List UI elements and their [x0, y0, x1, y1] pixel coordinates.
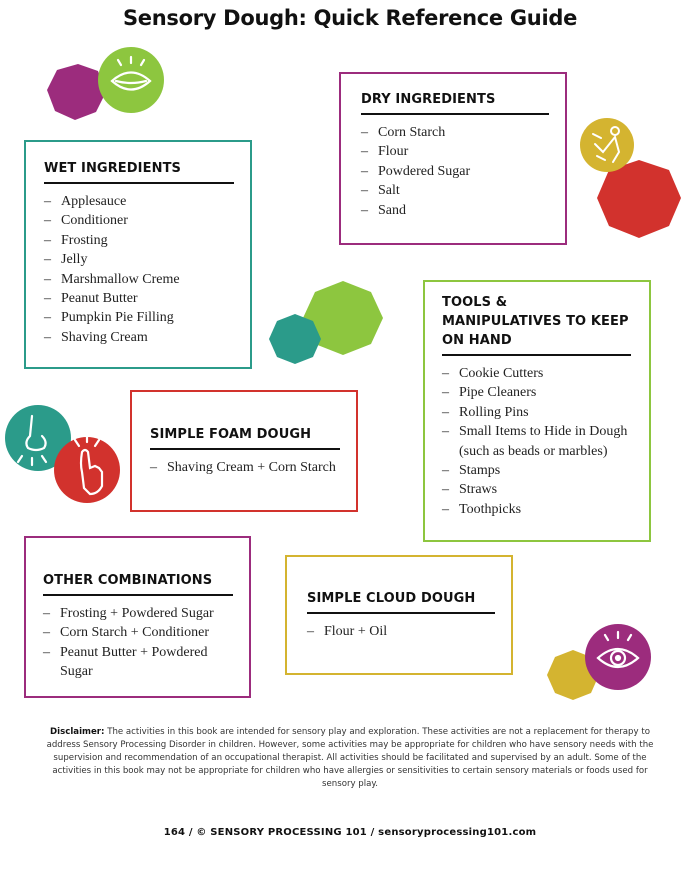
dry-ingredients-list — [361, 123, 549, 220]
list-item: – Jelly — [44, 250, 234, 269]
wet-ingredients-box — [24, 140, 252, 369]
page-footer: 164 / © SENSORY PROCESSING 101 / sensoryprocessing101.com — [163, 827, 537, 838]
red-circle — [54, 437, 120, 503]
list-item: – Pumpkin Pie Filling — [44, 308, 234, 327]
dry-ingredients-heading: DRY INGREDIENTS — [361, 91, 549, 115]
foam-dough-heading: SIMPLE FOAM DOUGH — [150, 426, 340, 450]
middle-decoration — [265, 278, 390, 370]
wet-ingredients-list — [44, 192, 234, 347]
list-item: – Straws — [442, 480, 631, 499]
list-item: – Flour — [361, 142, 549, 161]
list-item: – Peanut Butter — [44, 289, 234, 308]
list-item: – Salt — [361, 181, 549, 200]
wet-ingredients-heading: WET INGREDIENTS — [44, 160, 234, 184]
tools-list — [442, 364, 631, 519]
list-item: – Marshmallow Creme — [44, 270, 234, 289]
list-item: – Shaving Cream + Corn Starch — [150, 458, 340, 477]
foam-dough-box — [130, 390, 358, 512]
list-item: – Sand — [361, 201, 549, 220]
list-item: – Powdered Sugar — [361, 162, 549, 181]
list-item: – Cookie Cutters — [442, 364, 631, 383]
cloud-dough-box — [285, 555, 513, 675]
list-item: – Applesauce — [44, 192, 234, 211]
list-item: – Pipe Cleaners — [442, 383, 631, 402]
teal-heptagon — [269, 314, 321, 364]
disclaimer — [42, 726, 658, 791]
other-combinations-heading: OTHER COMBINATIONS — [43, 572, 233, 596]
dry-ingredients-box — [339, 72, 567, 245]
list-item: – Stamps — [442, 461, 631, 480]
purple-heptagon — [47, 64, 106, 120]
list-item: – Flour + Oil — [307, 622, 495, 641]
page-title: Sensory Dough: Quick Reference Guide — [122, 6, 578, 30]
list-item: – Conditioner — [44, 211, 234, 230]
list-item: – Small Items to Hide in Dough (such as beads or marbles) — [442, 422, 631, 461]
list-item: – Peanut Butter + Powdered Sugar — [43, 643, 233, 682]
tools-box — [423, 280, 651, 542]
taste-decoration — [40, 40, 170, 135]
other-combinations-list — [43, 604, 233, 682]
list-item: – Corn Starch — [361, 123, 549, 142]
smell-touch-decoration — [2, 402, 127, 507]
tools-heading: TOOLS & MANIPULATIVES TO KEEP ON HAND — [442, 293, 631, 356]
foam-dough-list — [150, 458, 340, 477]
list-item: – Toothpicks — [442, 500, 631, 519]
sight-decoration — [545, 622, 655, 707]
yellow-circle — [580, 118, 634, 172]
list-item: – Shaving Cream — [44, 328, 234, 347]
other-combinations-box — [24, 536, 251, 698]
list-item: – Corn Starch + Conditioner — [43, 623, 233, 642]
list-item: – Frosting + Powdered Sugar — [43, 604, 233, 623]
cloud-dough-list — [307, 622, 495, 641]
movement-decoration — [575, 110, 685, 250]
cloud-dough-heading: SIMPLE CLOUD DOUGH — [307, 590, 495, 614]
disclaimer-label: Disclaimer: — [50, 727, 105, 737]
list-item: – Rolling Pins — [442, 403, 631, 422]
disclaimer-text: The activities in this book are intended for sensory play and exploration. These activities are not a replacement for therapy to address Sensory Processing Disorder in children. However, some activities may be appropriate for children who have sensory needs with the supervision and recommendation of an occupational therapist. All activities should be facilitated and supervised by an adult. Some of the activities in this book may not be appropriate for children who have allergies or sensitivities to certain sensory materials or foods used for sensory play. — [46, 727, 654, 789]
list-item: – Frosting — [44, 231, 234, 250]
